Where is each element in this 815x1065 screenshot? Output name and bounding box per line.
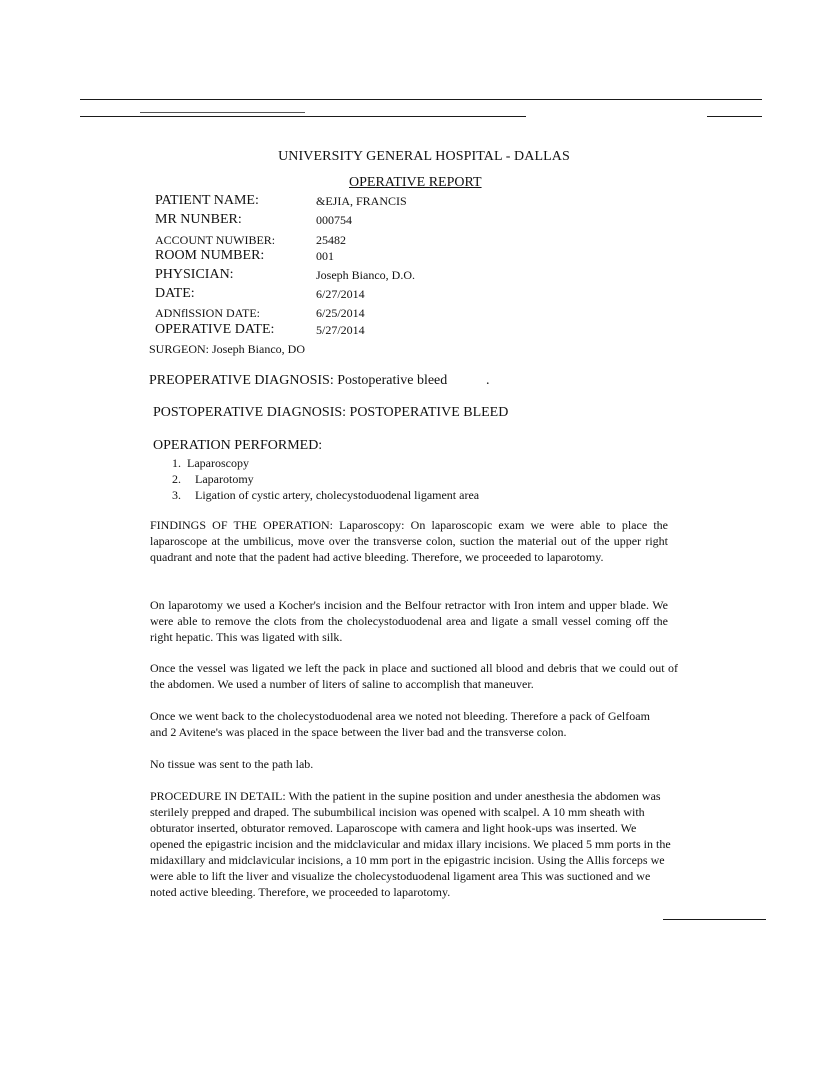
top-rule xyxy=(80,99,762,100)
field-value: 6/25/2014 xyxy=(316,306,365,320)
list-number: 3. xyxy=(172,488,181,502)
list-number: 1. xyxy=(172,456,181,470)
report-title: OPERATIVE REPORT xyxy=(349,175,482,190)
list-text: Laparotomy xyxy=(195,472,254,486)
list-item xyxy=(160,471,479,487)
top-rule-lower xyxy=(80,116,526,117)
field-label: DATE: xyxy=(155,286,195,301)
operations-list xyxy=(160,455,479,503)
field-label: MR NUNBER: xyxy=(155,212,242,227)
field-label: ADNflSSION DATE: xyxy=(155,306,260,320)
field-label: OPERATIVE DATE: xyxy=(155,322,275,337)
field-value: Joseph Bianco, D.O. xyxy=(316,268,415,282)
list-item xyxy=(160,487,479,503)
surgeon-line: SURGEON: Joseph Bianco, DO xyxy=(149,342,305,356)
list-text: Ligation of cystic artery, cholecystoduodenal ligament area xyxy=(195,488,480,502)
list-item xyxy=(160,455,479,471)
preoperative-diagnosis: PREOPERATIVE DIAGNOSIS: Postoperative bleed xyxy=(149,373,448,388)
hospital-name: UNIVERSITY GENERAL HOSPITAL - DALLAS xyxy=(278,149,570,164)
gelfoam-paragraph: Once we went back to the cholecystoduodenal area we noted not bleeding. Therefore a pack of Gelfoam and 2 Avitene's was placed in the space between the liver bad and the transverse colon. xyxy=(150,709,650,739)
top-rule-segment xyxy=(140,112,305,113)
field-label: ROOM NUMBER: xyxy=(155,248,265,263)
preoperative-mark: . xyxy=(486,373,490,388)
laparotomy-paragraph: On laparotomy we used a Kocher's incision and the Belfour retractor with Iron intem and upper blade. We were able to remove the clots from the cholecystoduodenal area and ligate a small vessel coming off the right hepatic. This was ligated with silk. xyxy=(150,598,668,644)
procedure-paragraph: PROCEDURE IN DETAIL: With the patient in the supine position and under anesthesia the abdomen was sterilely prepped and draped. The subumbilical incision was opened with scalpel. A 10 mm sheath with obturator inserted, obturator removed. Laparoscope with camera and light hook-ups was inserted. We opened the epigastric incision and the midclavicular and midax illary incisions. We placed 5 mm ports in the midaxillary and midclavicular incisions, a 10 mm port in the epigastric incision. Using the Allis forceps we were able to lift the liver and visualize the cholecystoduodenal ligament area This was suctioned and we noted active bleeding. Therefore, we proceeded to laparotomy. xyxy=(150,789,671,899)
bottom-right-rule xyxy=(663,919,766,920)
field-value: 6/27/2014 xyxy=(316,287,365,301)
field-value: 25482 xyxy=(316,233,346,247)
list-text: Laparoscopy xyxy=(187,456,249,470)
field-value: 5/27/2014 xyxy=(316,323,365,337)
field-label: ACCOUNT NUWIBER: xyxy=(155,233,276,247)
operation-heading: OPERATION PERFORMED: xyxy=(153,438,323,453)
field-label: PATIENT NAME: xyxy=(155,193,259,208)
field-value: &EJIA, FRANCIS xyxy=(316,194,407,208)
list-number: 2. xyxy=(172,472,181,486)
tissue-paragraph: No tissue was sent to the path lab. xyxy=(150,757,314,771)
top-rule-right xyxy=(707,116,762,117)
vessel-paragraph: Once the vessel was ligated we left the pack in place and suctioned all blood and debris that we could out of the abdomen. We used a number of liters of saline to accomplish that maneuver. xyxy=(150,661,678,691)
field-value: 001 xyxy=(316,249,334,263)
postoperative-diagnosis: POSTOPERATIVE DIAGNOSIS: POSTOPERATIVE BLEED xyxy=(153,405,509,420)
field-value: 000754 xyxy=(316,213,352,227)
findings-paragraph: FINDINGS OF THE OPERATION: Laparoscopy: On laparoscopic exam we were able to place the laparoscope at the umbilicus, move over the transverse colon, suction the material out of the upper right quadrant and note that the padent had active bleeding. Therefore, we proceeded to laparotomy. xyxy=(150,518,668,564)
field-label: PHYSICIAN: xyxy=(155,267,234,282)
